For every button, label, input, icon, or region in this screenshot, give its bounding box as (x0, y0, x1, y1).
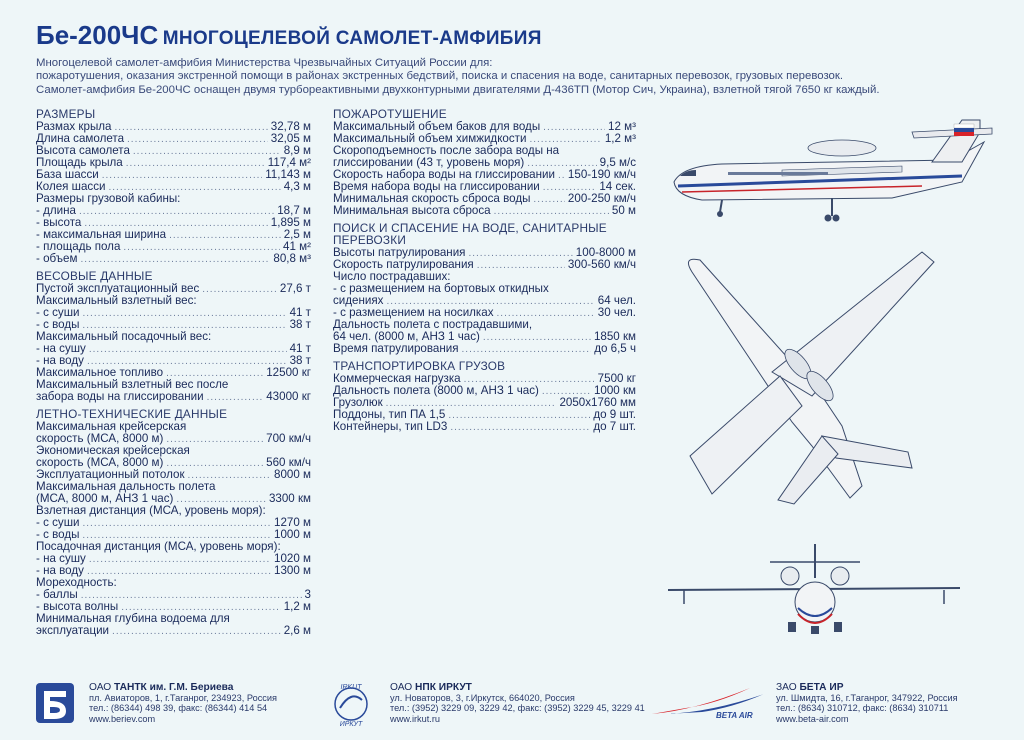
spec-value: 64 чел. (597, 294, 636, 307)
spec-label: - на сушу (36, 342, 86, 355)
dot-leader (133, 147, 281, 157)
dot-leader (80, 255, 270, 265)
spec-value: 8000 м (274, 468, 311, 481)
spec-value: 50 м (611, 204, 636, 217)
spec-value: 1270 м (274, 516, 311, 529)
spec-label: - с суши (36, 306, 80, 319)
spec-label: Размах крыла (36, 120, 112, 133)
dot-leader (123, 243, 280, 253)
dot-leader (127, 135, 268, 145)
dot-leader (558, 171, 565, 181)
spec-label: Пустой эксплуатационный вес (36, 282, 200, 295)
spec-value: 200-250 км/ч (567, 192, 636, 205)
spec-value: 32,78 м (270, 120, 311, 133)
spec-row (36, 241, 311, 253)
spec-value: 12 м³ (608, 120, 636, 133)
spec-value: 41 м² (283, 240, 311, 253)
spec-value: 14 сек. (599, 180, 636, 193)
spec-label: Скорость набора воды на глиссировании (333, 168, 555, 181)
spec-label: - объем (36, 252, 78, 265)
intro-line: пожаротушения, оказания экстренной помощи в районах экстренных бедствий, поиска и спасения на воде, санитарных перевозок, грузовых перевозок. (36, 70, 844, 83)
beta-air-logo-icon (646, 684, 768, 720)
company-prefix: ОАО (89, 682, 115, 693)
spec-value: 41 т (289, 306, 311, 319)
spec-text: Дальность полета с пострадавшими, (333, 318, 533, 331)
section-heading: ТРАНСПОРТИРОВКА ГРУЗОВ (333, 359, 506, 373)
spec-label: сидениях (333, 294, 384, 307)
dot-leader (543, 123, 605, 133)
spec-value: 300-560 км/ч (567, 258, 636, 271)
spec-label: забора воды на глиссировании (36, 390, 204, 403)
spec-text: Посадочная дистанция (МСА, уровень моря): (36, 540, 281, 553)
spec-text: Мореходность: (36, 576, 117, 589)
spec-label: глиссировании (43 т, уровень моря) (333, 156, 525, 169)
dot-leader (448, 411, 590, 421)
spec-label: скорость (МСА, 8000 м) (36, 432, 164, 445)
dot-leader (468, 249, 572, 259)
spec-value: 43000 кг (266, 390, 311, 403)
section-heading: ПОЖАРОТУШЕНИЕ (333, 107, 447, 121)
front-view-plane-icon (664, 538, 964, 648)
spec-value: 1300 м (274, 564, 311, 577)
dot-leader (114, 123, 267, 133)
spec-label: Грузолюк (333, 396, 383, 409)
dot-leader (89, 555, 271, 565)
spec-label: - площадь пола (36, 240, 121, 253)
spec-label: - длина (36, 204, 76, 217)
spec-value: 3 (304, 588, 311, 601)
spec-label: Высоты патрулирования (333, 246, 466, 259)
beta-air-logo-text: BETA AIR (716, 711, 753, 720)
dot-leader (533, 195, 565, 205)
company-prefix: ОАО (390, 682, 416, 693)
spec-label: Максимальный объем химжидкости (333, 132, 527, 145)
section-heading: ПОИСК И СПАСЕНИЕ НА ВОДЕ, САНИТАРНЫЕ ПЕРЕВОЗКИ (333, 221, 607, 247)
spec-label: База шасси (36, 168, 99, 181)
spec-value: 100-8000 м (575, 246, 636, 259)
spec-label: - высота (36, 216, 82, 229)
spec-label: Время набора воды на глиссировании (333, 180, 540, 193)
spec-value: 38 т (289, 354, 311, 367)
spec-label: Коммерческая нагрузка (333, 372, 461, 385)
spec-text: Максимальный взлетный вес: (36, 294, 197, 307)
footer-beta-air (776, 683, 958, 724)
spec-value: 2,5 м (283, 228, 311, 241)
spec-label: - с воды (36, 528, 80, 541)
spec-text: Максимальная дальность полета (36, 480, 216, 493)
spec-row (333, 205, 636, 217)
intro-text (36, 57, 880, 97)
dot-leader (202, 285, 277, 295)
spec-label: 64 чел. (8000 м, АНЗ 1 час) (333, 330, 480, 343)
intro-line: Многоцелевой самолет-амфибия Министерства Чрезвычайных Ситуаций России для: (36, 57, 493, 69)
spec-label: Площадь крыла (36, 156, 123, 169)
spec-value: 150-190 км/ч (567, 168, 636, 181)
spec-row (36, 253, 311, 265)
spec-label: - на воду (36, 564, 84, 577)
spec-value: 4,3 м (283, 180, 311, 193)
spec-label: - на сушу (36, 552, 86, 565)
spec-value: 7500 кг (597, 372, 636, 385)
spec-label: скорость (МСА, 8000 м) (36, 456, 164, 469)
dot-leader (126, 159, 265, 169)
spec-label: Максимальный объем баков для воды (333, 120, 541, 133)
spec-label: Время патрулирования (333, 342, 459, 355)
company-name: НПК ИРКУТ (415, 682, 472, 693)
spec-label: Минимальная высота сброса (333, 204, 491, 217)
company-phone: тел.: (3952) 3229 09, 3229 42, факс: (3952) 3229 45, 3229 41 (390, 703, 645, 714)
russian-flag-icon (954, 124, 974, 136)
spec-text: Число пострадавших: (333, 270, 451, 283)
dot-leader (477, 261, 565, 271)
dot-leader (207, 393, 264, 403)
spec-value: 27,6 т (279, 282, 311, 295)
footer-beriev (89, 683, 277, 724)
company-website[interactable]: www.beriev.com (89, 713, 156, 724)
dot-leader (169, 231, 281, 241)
company-phone: тел.: (8634) 310712, факс: (8634) 310711 (776, 703, 949, 714)
spec-value: 2050х1760 мм (559, 396, 636, 409)
spec-value: 8,9 м (283, 144, 311, 157)
spec-value: 3300 км (268, 492, 311, 505)
spec-text: Максимальная крейсерская (36, 420, 187, 433)
dot-leader (82, 519, 271, 529)
beriev-logo-icon (36, 683, 74, 723)
dot-leader (102, 171, 262, 181)
spec-row (333, 421, 636, 433)
dot-leader (450, 423, 590, 433)
spec-label: - с воды (36, 318, 80, 331)
spec-label: Контейнеры, тип LD3 (333, 420, 448, 433)
spec-label: Колея шасси (36, 180, 106, 193)
spec-value: 1020 м (274, 552, 311, 565)
dot-leader (79, 207, 274, 217)
spec-label: Эксплуатационный потолок (36, 468, 185, 481)
spec-value: 80,8 м³ (273, 252, 311, 265)
spec-value: до 6,5 ч (594, 342, 636, 355)
spec-value: 1850 км (593, 330, 636, 343)
spec-value: 32,05 м (270, 132, 311, 145)
company-website[interactable]: www.beta-air.com (776, 713, 849, 724)
spec-value: 1,895 м (270, 216, 311, 229)
spec-value: 1,2 м (283, 600, 311, 613)
spec-text: Минимальная глубина водоема для (36, 612, 230, 625)
spec-row (36, 391, 311, 403)
spec-text: Максимальный посадочный вес: (36, 330, 212, 343)
company-name: ТАНТК им. Г.М. Бериева (114, 682, 234, 693)
spec-row (36, 625, 311, 637)
spec-value: 560 км/ч (266, 456, 311, 469)
spec-value: 2,6 м (283, 624, 311, 637)
spec-value: 9,5 м/с (599, 156, 636, 169)
specs-middle-column (333, 108, 636, 433)
spec-value: 38 т (289, 318, 311, 331)
spec-value: 12500 кг (266, 366, 311, 379)
company-address: пл. Авиаторов, 1, г.Таганрог, 234923, Россия (89, 693, 277, 704)
spec-value: 18,7 м (277, 204, 311, 217)
dot-leader (112, 627, 281, 637)
spec-label: - с суши (36, 516, 80, 529)
company-address: ул. Новаторов, 3, г.Иркутск, 664020, Россия (390, 693, 575, 704)
specs-left-column (36, 108, 311, 637)
page-title (36, 20, 542, 51)
irkut-logo-top-text: IRKUT (340, 684, 362, 691)
title-subtitle: МНОГОЦЕЛЕВОЙ САМОЛЕТ-АМФИБИЯ (162, 28, 542, 49)
spec-label: Минимальная скорость сброса воды (333, 192, 531, 205)
spec-label: Скорость патрулирования (333, 258, 474, 271)
spec-value: 11,143 м (265, 168, 311, 181)
section-heading: ЛЕТНО-ТЕХНИЧЕСКИЕ ДАННЫЕ (36, 407, 228, 421)
spec-label: (МСА, 8000 м, АНЗ 1 час) (36, 492, 174, 505)
spec-label: - баллы (36, 588, 78, 601)
spec-label: Максимальное топливо (36, 366, 164, 379)
spec-label: Дальность полета (8000 м, АНЗ 1 час) (333, 384, 539, 397)
spec-text: - с размещением на бортовых откидных (333, 282, 549, 295)
spec-label: - высота волны (36, 600, 119, 613)
spec-label: эксплуатации (36, 624, 110, 637)
section-heading: ВЕСОВЫЕ ДАННЫЕ (36, 269, 153, 283)
company-prefix: ЗАО (776, 682, 800, 693)
section-heading: РАЗМЕРЫ (36, 107, 96, 121)
company-phone: тел.: (86344) 498 39, факс: (86344) 414 54 (89, 703, 268, 714)
spec-label: - с размещением на носилках (333, 306, 494, 319)
dot-leader (494, 207, 609, 217)
spec-value: 30 чел. (597, 306, 636, 319)
dot-leader (462, 345, 592, 355)
spec-value: 1000 км (593, 384, 636, 397)
spec-text: Экономическая крейсерская (36, 444, 190, 457)
title-model: Бе-200ЧС (36, 20, 159, 50)
spec-label: Длина самолета (36, 132, 125, 145)
dot-leader (483, 333, 591, 343)
spec-value: 700 км/ч (266, 432, 311, 445)
spec-row (333, 343, 636, 355)
spec-value: 1000 м (274, 528, 311, 541)
spec-text: Скороподъемность после забора воды на (333, 144, 560, 157)
footer-irkut (390, 683, 645, 724)
intro-line: Самолет-амфибия Бе-200ЧС оснащен двумя турбореактивными двухконтурными двигателями Д-436ТП (Мотор Сич, Украина), взлетной тягой 7650 кг каждый. (36, 83, 880, 96)
spec-text: Максимальный взлетный вес после (36, 378, 229, 391)
spec-text: Размеры грузовой кабины: (36, 192, 181, 205)
top-view-plane-icon (672, 246, 944, 508)
spec-label: Высота самолета (36, 144, 130, 157)
spec-value: 1,2 м³ (604, 132, 636, 145)
company-name: БЕТА ИР (799, 682, 844, 693)
spec-value: до 9 шт. (593, 408, 636, 421)
spec-label: Поддоны, тип ПА 1,5 (333, 408, 446, 421)
irkut-logo-icon (326, 680, 376, 728)
company-address: ул. Шмидта, 16, г.Таганрог, 347922, Россия (776, 693, 958, 704)
spec-label: - максимальная ширина (36, 228, 167, 241)
irkut-logo-bottom-text: ИРКУТ (339, 721, 363, 728)
dot-leader (82, 309, 286, 319)
spec-value: до 7 шт. (593, 420, 636, 433)
spec-label: - на воду (36, 354, 84, 367)
company-website[interactable]: www.irkut.ru (390, 713, 441, 724)
spec-text: Взлетная дистанция (МСА, уровень моря): (36, 504, 266, 517)
side-view-plane-icon (662, 112, 1000, 238)
spec-value: 41 т (289, 342, 311, 355)
dot-leader (89, 345, 287, 355)
spec-value: 117,4 м² (267, 156, 311, 169)
